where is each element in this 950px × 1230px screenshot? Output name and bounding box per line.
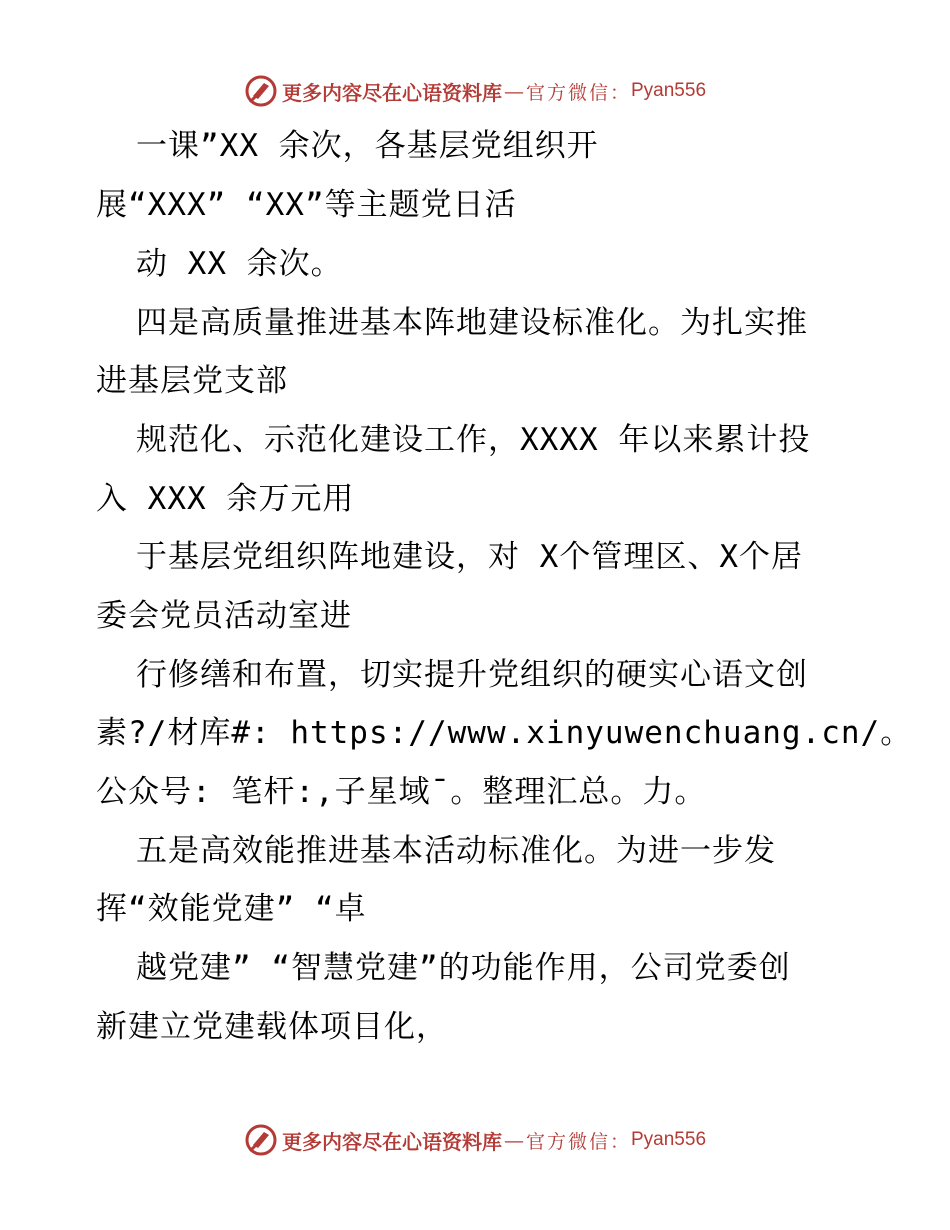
body-line-9: 委会党员活动室进 bbox=[96, 598, 352, 634]
footer-separator: — bbox=[503, 1128, 524, 1152]
body-line-1: 一课”XX 余次，各基层党组织开 bbox=[136, 128, 599, 164]
header-brand-text: 更多内容尽在心语资料库 bbox=[281, 80, 502, 105]
header-wechat-id: Pyan556 bbox=[631, 80, 707, 101]
body-line-10: 行修缮和布置，切实提升党组织的硬实心语文创 bbox=[136, 657, 808, 693]
body-line-2: 展“XXX” “XX”等主题党日活 bbox=[96, 187, 517, 223]
header-separator: — bbox=[503, 79, 524, 103]
footer-banner bbox=[0, 1120, 950, 1160]
body-line-4: 四是高质量推进基本阵地建设标准化。为扎实推 bbox=[136, 305, 808, 341]
body-line-13: 五是高效能推进基本活动标准化。为进一步发 bbox=[136, 833, 776, 869]
footer-wechat-id: Pyan556 bbox=[631, 1129, 707, 1150]
header-banner bbox=[0, 71, 950, 111]
body-line-5: 进基层党支部 bbox=[96, 363, 288, 399]
brand-logo-icon bbox=[244, 74, 278, 108]
body-line-3: 动 XX 余次。 bbox=[136, 246, 343, 282]
body-line-11: 素?/材库#: https://www.xinyuwenchuang.cn/。 bbox=[96, 715, 913, 751]
brand-logo-icon bbox=[244, 1123, 278, 1157]
body-line-14: 挥“效能党建” “卓 bbox=[96, 891, 367, 927]
body-line-8: 于基层党组织阵地建设，对 X个管理区、X个居 bbox=[136, 539, 803, 575]
body-line-6: 规范化、示范化建设工作，XXXX 年以来累计投 bbox=[136, 422, 811, 458]
footer-wechat-label: 官方微信： bbox=[525, 1130, 631, 1153]
body-line-15: 越党建” “智慧党建”的功能作用，公司党委创 bbox=[136, 950, 791, 986]
body-line-12: 公众号: 笔杆:,子星域¯。整理汇总。力。 bbox=[96, 774, 707, 810]
body-line-7: 入 XXX 余万元用 bbox=[96, 481, 355, 517]
header-wechat-label: 官方微信： bbox=[525, 81, 631, 104]
footer-brand-text: 更多内容尽在心语资料库 bbox=[281, 1129, 502, 1154]
body-line-16: 新建立党建载体项目化， bbox=[96, 1009, 448, 1045]
